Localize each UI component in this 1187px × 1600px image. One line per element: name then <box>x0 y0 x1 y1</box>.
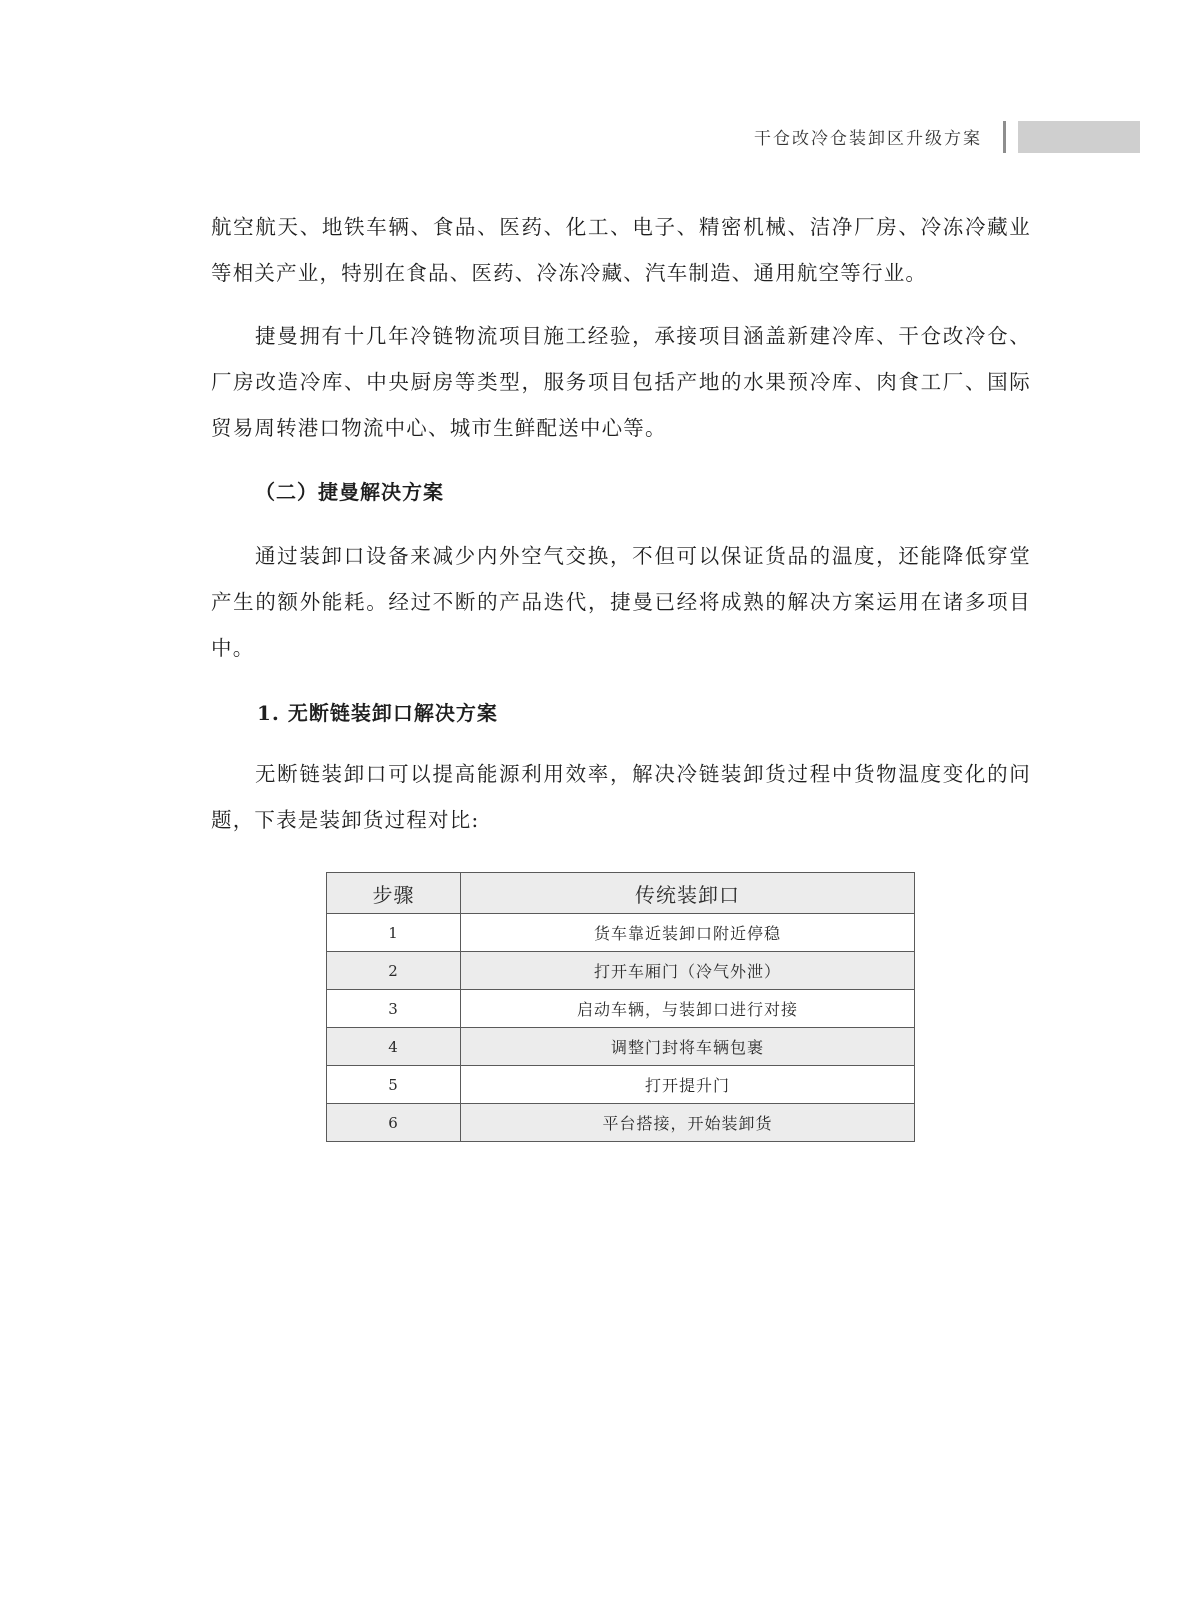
step-number: 4 <box>327 1028 461 1066</box>
step-action: 打开提升门 <box>461 1066 915 1104</box>
table-row <box>327 1028 915 1066</box>
step-action: 打开车厢门（冷气外泄） <box>461 952 915 990</box>
column-header-traditional: 传统装卸口 <box>461 873 915 914</box>
step-action: 货车靠近装卸口附近停稳 <box>461 914 915 952</box>
paragraph-industries: 航空航天、地铁车辆、食品、医药、化工、电子、精密机械、洁净厂房、冷冻冷藏业等相关产业，特别在食品、医药、冷冻冷藏、汽车制造、通用航空等行业。 <box>211 215 1031 285</box>
step-number: 5 <box>327 1066 461 1104</box>
table-row <box>327 1104 915 1142</box>
sub-heading: 1. 无断链装卸口解决方案 <box>257 701 498 725</box>
table-row <box>327 990 915 1028</box>
table-header-row <box>327 873 915 914</box>
step-action: 调整门封将车辆包裹 <box>461 1028 915 1066</box>
step-number: 6 <box>327 1104 461 1142</box>
table-row <box>327 952 915 990</box>
column-header-step: 步骤 <box>327 873 461 914</box>
step-action: 启动车辆，与装卸口进行对接 <box>461 990 915 1028</box>
paragraph-experience: 捷曼拥有十几年冷链物流项目施工经验，承接项目涵盖新建冷库、干仓改冷仓、厂房改造冷库、中央厨房等类型，服务项目包括产地的水果预冷库、肉食工厂、国际贸易周转港口物流中心、城市生鲜配送中心等。 <box>211 324 1031 440</box>
paragraph-solution: 通过装卸口设备来减少内外空气交换，不但可以保证货品的温度，还能降低穿堂产生的额外能耗。经过不断的产品迭代，捷曼已经将成熟的解决方案运用在诸多项目中。 <box>211 544 1031 660</box>
table-row <box>327 1066 915 1104</box>
paragraph-table-intro: 无断链装卸口可以提高能源利用效率，解决冷链装卸货过程中货物温度变化的问题，下表是装卸货过程对比: <box>211 762 1031 832</box>
header-bar <box>1018 121 1140 153</box>
section-heading: （二）捷曼解决方案 <box>255 480 444 504</box>
table-row <box>327 914 915 952</box>
header-divider <box>1003 121 1006 153</box>
step-number: 1 <box>327 914 461 952</box>
loading-process-table <box>326 872 915 1142</box>
step-action: 平台搭接，开始装卸货 <box>461 1104 915 1142</box>
step-number: 2 <box>327 952 461 990</box>
running-header-title: 干仓改冷仓装卸区升级方案 <box>754 129 982 149</box>
step-number: 3 <box>327 990 461 1028</box>
